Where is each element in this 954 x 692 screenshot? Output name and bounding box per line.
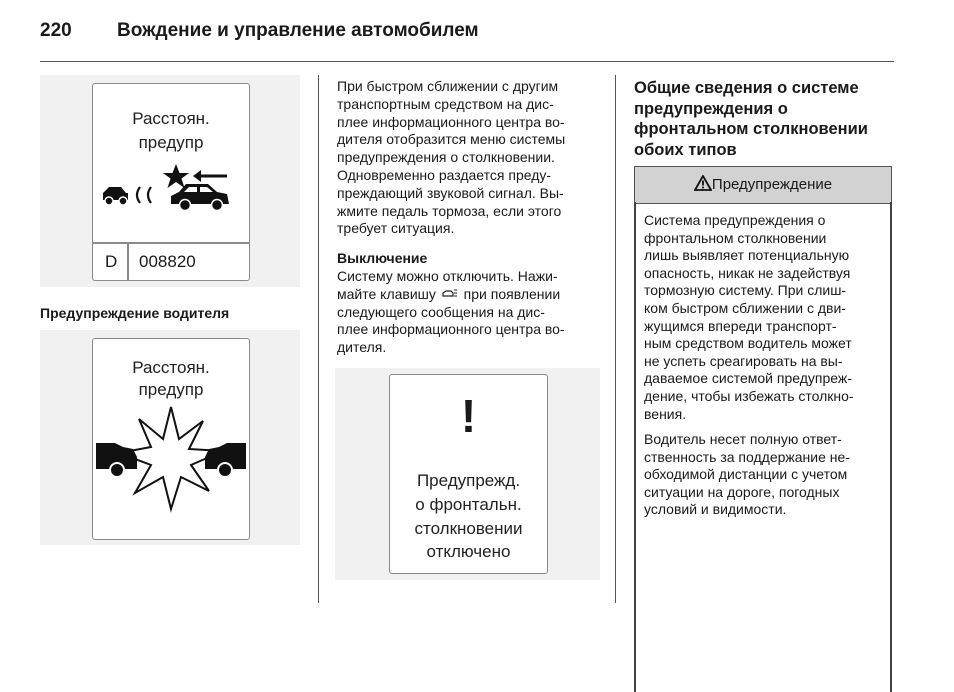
display3-line-3: столкновении: [414, 519, 523, 538]
page-title: Вождение и управление автомобилем: [117, 20, 479, 41]
column-divider-1: [318, 75, 319, 603]
warning-paragraph-1: [644, 212, 888, 423]
text-fragment: майте клавишу: [337, 285, 436, 302]
warning-label: Предупреждение: [711, 176, 833, 193]
warning-triangle-icon: [694, 175, 712, 191]
display-line-2: предупр: [138, 133, 204, 152]
text-line: лишь выявляет потенциальную: [644, 247, 850, 264]
text-line: Систему можно отключить. Нажи-: [337, 268, 558, 284]
warning-paragraph-2: [644, 431, 888, 519]
exclamation-icon: !: [460, 390, 477, 442]
display-code-number: 008820: [139, 252, 196, 271]
display2-line-1: Расстоян.: [132, 358, 210, 377]
text-line: обходимой дистанции с учетом: [644, 466, 848, 483]
display2-line-2: предупр: [138, 380, 204, 399]
text-line: дителя.: [337, 339, 387, 356]
display3-line-2: о фронтальн.: [415, 495, 522, 514]
warning-border-left: [634, 202, 636, 692]
text-line: фронтальном столкновении: [644, 229, 827, 246]
figure-caption: Предупреждение водителя: [40, 305, 230, 321]
display-divider: [93, 242, 249, 244]
page-number: 220: [40, 20, 72, 41]
text-line: вения.: [644, 405, 687, 422]
text-line: дение, чтобы избежать столкно-: [644, 387, 854, 404]
display-screen: [92, 83, 250, 281]
text-line: Система предупреждения о: [644, 212, 826, 228]
warning-header: [634, 166, 892, 204]
display-screen-2: [92, 338, 250, 540]
text-line: плее информационного центра во-: [337, 113, 565, 130]
text-fragment: при появлении: [463, 285, 561, 302]
text-line: жущимся впереди транспорт-: [644, 317, 837, 334]
section-title: Общие сведения о системе предупреждения о фронтальном столкновении обоих типов: [634, 79, 868, 159]
text-line: требует ситуация.: [337, 220, 455, 237]
text-line: даваемое системой предупреж-: [644, 370, 852, 387]
text-line: опасность, никак не задействуя: [644, 264, 851, 281]
text-line: следующего сообщения на дис-: [337, 303, 545, 320]
warning-box: [634, 166, 892, 606]
text-line: жмите педаль тормоза, если этого: [337, 202, 562, 219]
column-divider-2: [615, 75, 616, 603]
figure-warning-disabled: [335, 368, 600, 580]
text-line: не успеть среагировать на вы-: [644, 352, 843, 369]
subheading-disable: Выключение: [337, 250, 428, 266]
text-line: Одновременно раздается преду-: [337, 167, 552, 183]
text-line: дителя отобразится меню системы: [337, 131, 566, 148]
collision-burst-icon: [93, 399, 249, 519]
text-line: плее информационного центра во-: [337, 321, 565, 338]
approaching-car-icon: [93, 156, 249, 226]
display3-line-4: отключено: [426, 542, 511, 561]
text-line: ственность за поддержание не-: [644, 448, 850, 465]
text-line: При быстром сближении с другим: [337, 78, 559, 94]
text-line: условий и видимости.: [644, 501, 787, 518]
text-line: ным средством водитель может: [644, 335, 852, 352]
display-code-letter: D: [105, 252, 118, 271]
text-line: тормозную систему. При слиш-: [644, 282, 847, 299]
display-line-1: Расстоян.: [132, 109, 210, 128]
text-line: предупреждения о столкновении.: [337, 149, 555, 166]
display3-line-1: Предупрежд.: [416, 471, 521, 490]
display-code-separator: [127, 242, 129, 280]
text-line: ситуации на дороге, погодных: [644, 483, 840, 500]
figure-distance-warning: [40, 75, 300, 287]
display-screen-3: [389, 374, 548, 574]
warning-border-right: [890, 202, 892, 692]
header-rule: [40, 61, 894, 62]
collision-alert-key-icon: [442, 288, 458, 300]
text-line: транспортным средством на дис-: [337, 95, 554, 112]
text-line: ком быстром сближении с дви-: [644, 299, 846, 316]
figure-collision-warning: [40, 330, 300, 545]
text-line: преждающий звуковой сигнал. Вы-: [337, 184, 564, 201]
text-line: Водитель несет полную ответ-: [644, 431, 842, 447]
text-line: [337, 286, 560, 304]
